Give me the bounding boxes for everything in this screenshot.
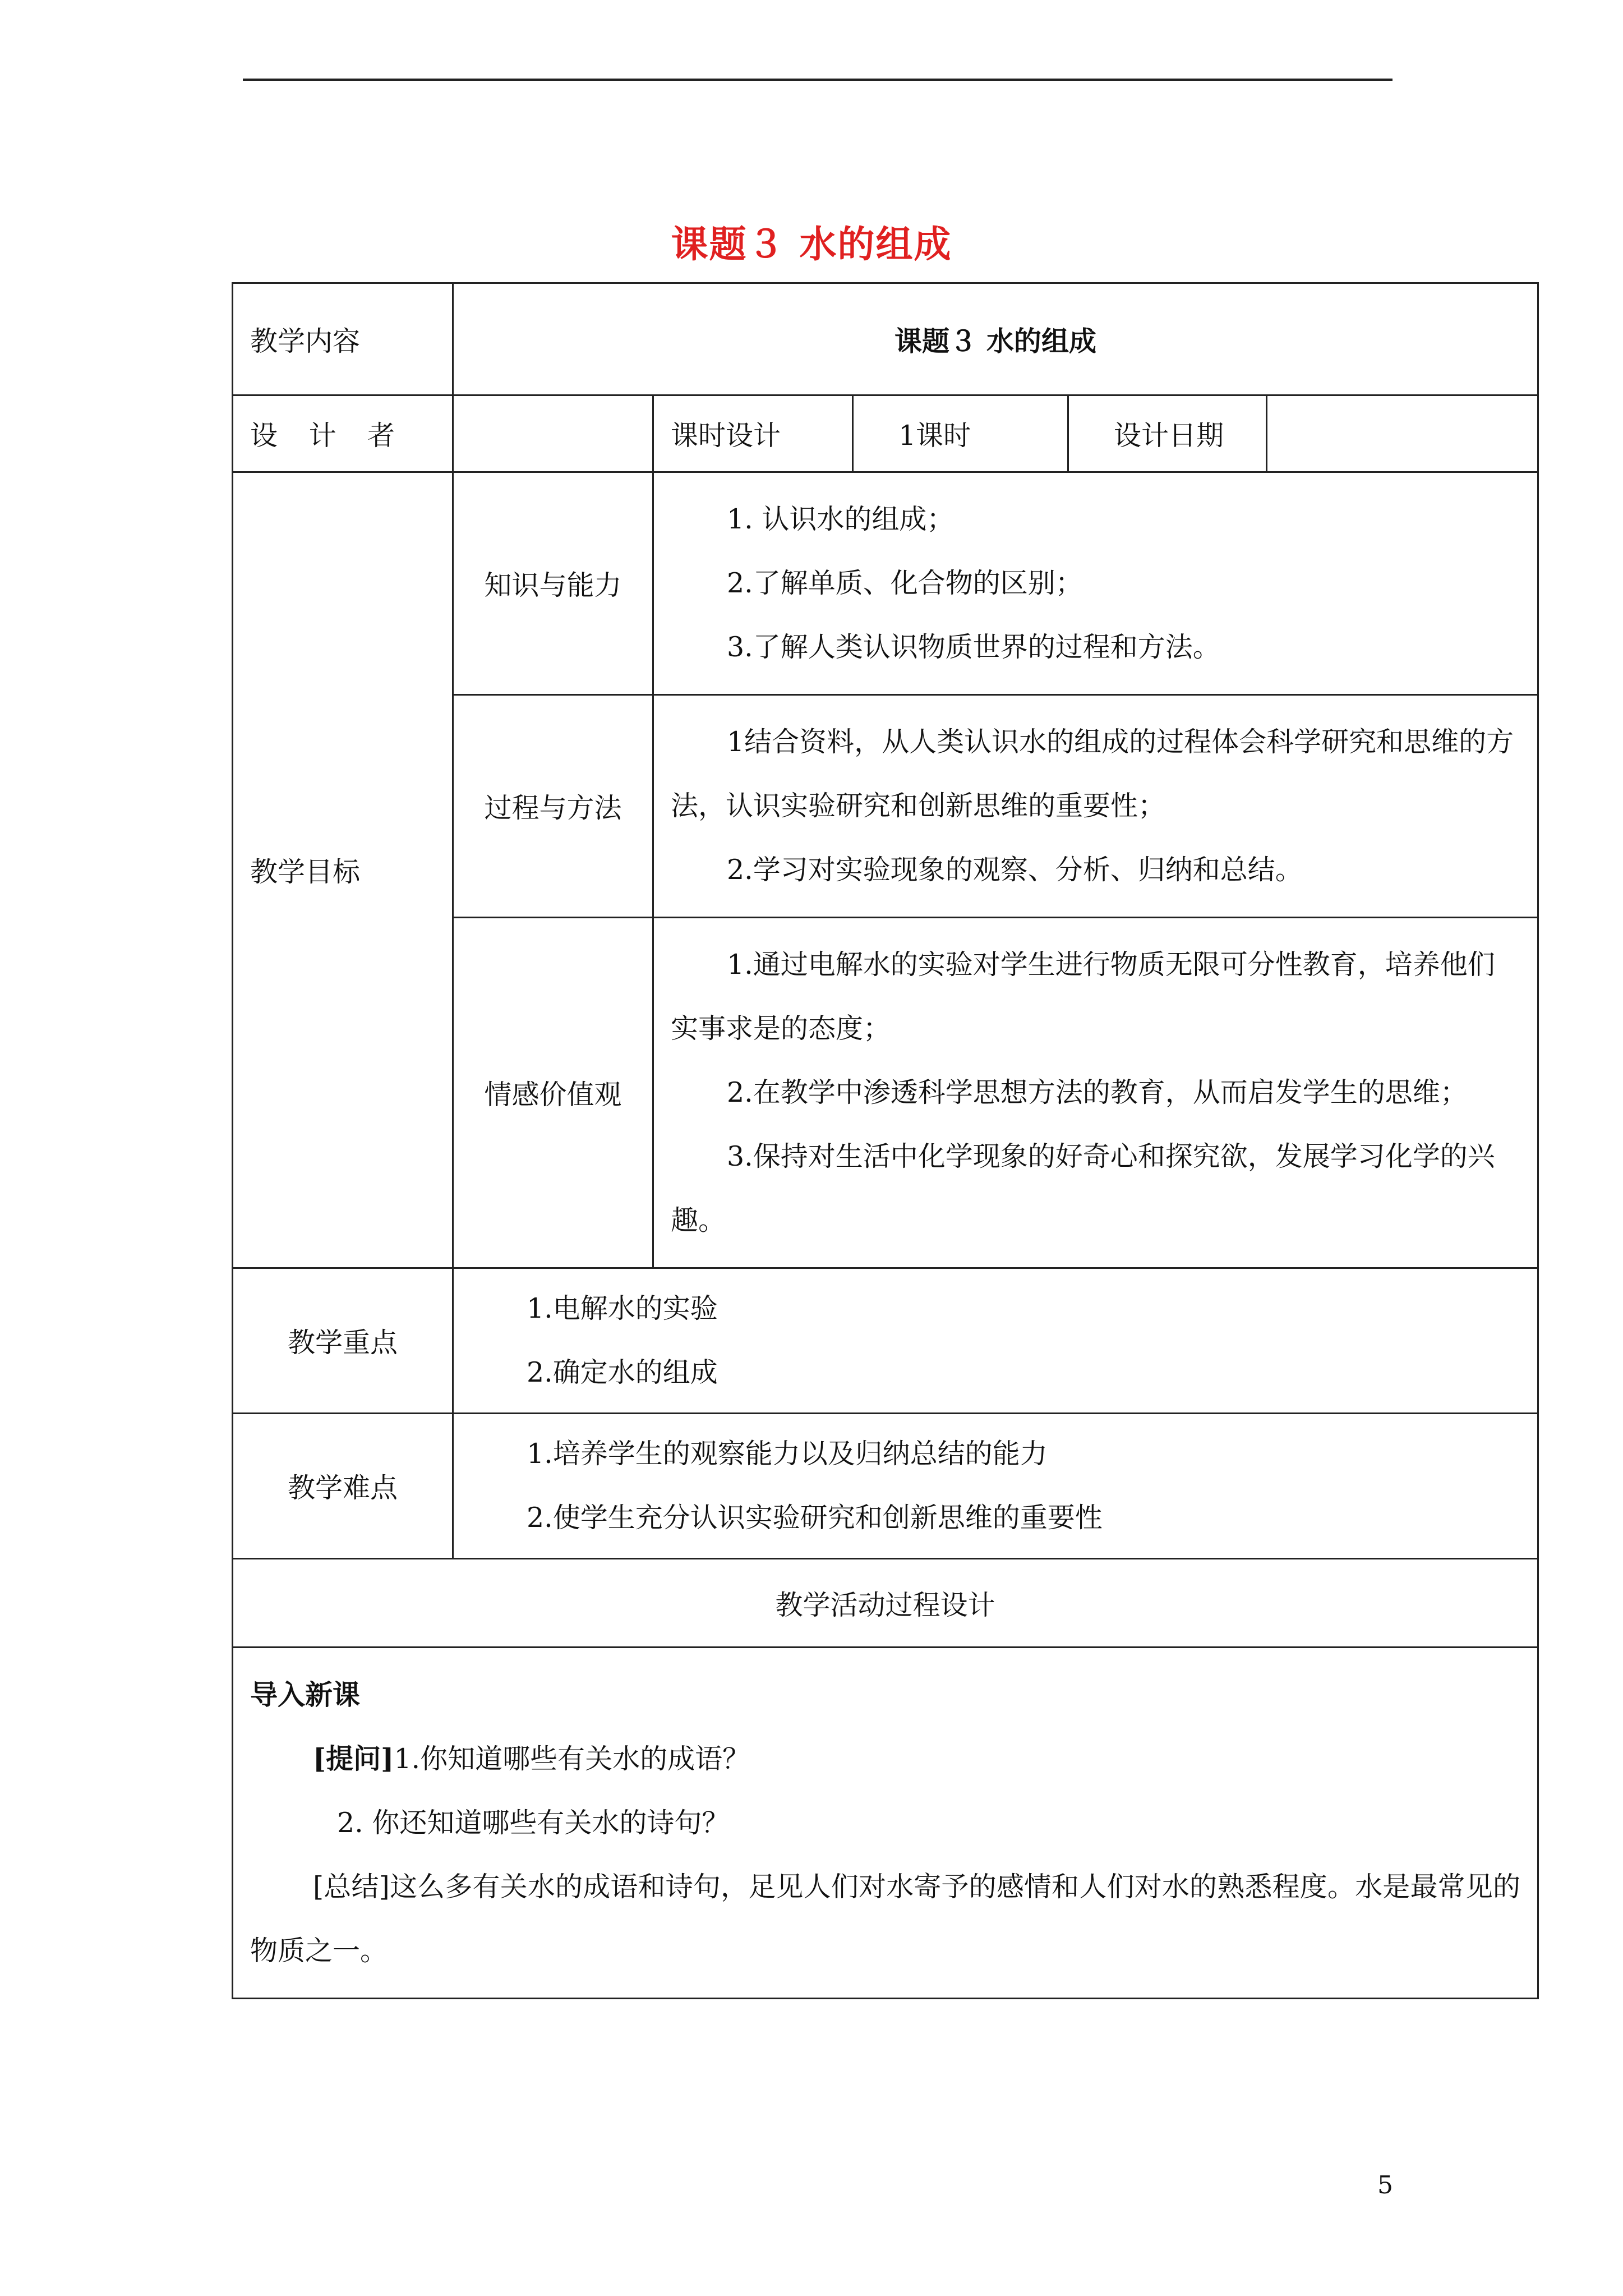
- key-points-row: [233, 1268, 1538, 1414]
- hours-label: 课时设计: [653, 395, 853, 472]
- knowledge-ability-label: 知识与能力: [453, 472, 653, 695]
- difficulties-label: 教学难点: [233, 1414, 453, 1559]
- page-number: 5: [1377, 2171, 1393, 2200]
- key-point-item: 1.电解水的实验: [527, 1292, 718, 1324]
- emotion-values-content: [653, 918, 1538, 1268]
- difficulty-item: 2.使学生充分认识实验研究和创新思维的重要性: [527, 1502, 1103, 1534]
- knowledge-item: 3.了解人类认识物质世界的过程和方法。: [727, 631, 1220, 663]
- designer-row: [233, 395, 1538, 472]
- activity-header: 教学活动过程设计: [233, 1559, 1538, 1648]
- question-tag: [提问]: [313, 1742, 394, 1775]
- designer-value: [453, 395, 653, 472]
- question-1: [250, 1727, 1520, 1791]
- teaching-content-row: [233, 283, 1538, 395]
- process-item: 1结合资料，从人类认识水的组成的过程体会科学研究和思维的方法，认识实验研究和创新思维的重要性；: [671, 726, 1514, 822]
- process-method-content: [653, 695, 1538, 918]
- knowledge-item: 1. 认识水的组成；: [727, 503, 955, 535]
- goal-knowledge-row: [233, 472, 1538, 695]
- difficulty-item: 1.培养学生的观察能力以及归纳总结的能力: [527, 1438, 1048, 1470]
- activity-row: [233, 1648, 1538, 1999]
- question-1-text: 1.你知道哪些有关水的成语？: [394, 1743, 750, 1775]
- hours-value: 1课时: [853, 395, 1068, 472]
- key-points-label: 教学重点: [233, 1268, 453, 1414]
- emotion-values-label: 情感价值观: [453, 918, 653, 1268]
- designer-label: 设 计 者: [233, 395, 453, 472]
- teaching-content-label: 教学内容: [233, 283, 453, 395]
- activity-content: [233, 1648, 1538, 1999]
- activity-header-row: [233, 1559, 1538, 1648]
- key-points-content: [453, 1268, 1538, 1414]
- design-date-value: [1267, 395, 1538, 472]
- question-2: 2. 你还知道哪些有关水的诗句？: [337, 1807, 730, 1839]
- activity-heading: 导入新课: [250, 1678, 361, 1711]
- teaching-goals-label: 教学目标: [233, 472, 453, 1268]
- summary: [总结]这么多有关水的成语和诗句，足见人们对水寄予的感情和人们对水的熟悉程度。水是最常见的物质之一。: [250, 1871, 1521, 1967]
- document-title: 课题３ 水的组成: [671, 222, 952, 266]
- emotion-item: 3.保持对生活中化学现象的好奇心和探究欲，发展学习化学的兴趣。: [671, 1140, 1495, 1236]
- emotion-item: 1.通过电解水的实验对学生进行物质无限可分性教育，培养他们实事求是的态度；: [671, 949, 1495, 1045]
- teaching-content-value: 课题３ 水的组成: [453, 283, 1538, 395]
- knowledge-ability-content: [653, 472, 1538, 695]
- process-method-label: 过程与方法: [453, 695, 653, 918]
- key-point-item: 2.确定水的组成: [527, 1356, 718, 1388]
- lesson-plan-table: [232, 282, 1539, 1999]
- knowledge-item: 2.了解单质、化合物的区别；: [727, 567, 1083, 599]
- header-rule: [243, 79, 1393, 81]
- design-date-label: 设计日期: [1068, 395, 1267, 472]
- difficulties-row: [233, 1414, 1538, 1559]
- process-item: 2.学习对实验现象的观察、分析、归纳和总结。: [727, 854, 1303, 886]
- emotion-item: 2.在教学中渗透科学思想方法的教育，从而启发学生的思维；: [727, 1076, 1468, 1108]
- difficulties-content: [453, 1414, 1538, 1559]
